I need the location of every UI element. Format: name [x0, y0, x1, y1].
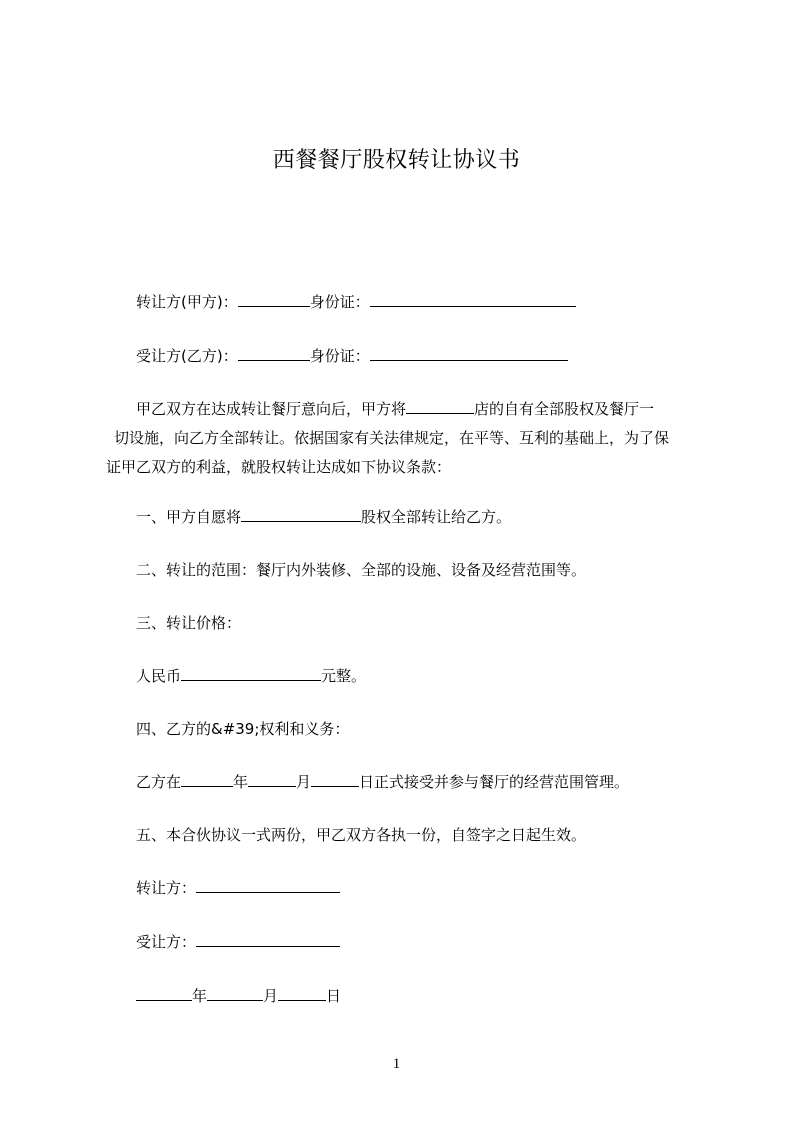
document-title: 西餐餐厅股权转让协议书: [272, 148, 521, 173]
sign-transferee-label: 受让方：: [136, 933, 197, 951]
store-name-blank[interactable]: [406, 398, 474, 414]
transferor-id-label: 身份证：: [309, 293, 370, 311]
clause-5: 五、本合伙协议一式两份，甲乙双方各执一份，自签字之日起生效。: [136, 826, 587, 844]
takeover-day-blank[interactable]: [311, 771, 359, 787]
page-number: 1: [392, 1056, 401, 1072]
transferee-id-label: 身份证：: [309, 347, 370, 365]
intro-text-part1: 甲乙双方在达成转让餐厅意向后，甲方将: [136, 400, 407, 418]
takeover-post: 日正式接受并参与餐厅的经营范围管理。: [359, 773, 630, 791]
takeover-month-blank[interactable]: [248, 771, 296, 787]
intro-text-part2: 店的自有全部股权及餐厅一: [474, 400, 655, 418]
transferor-name-blank[interactable]: [238, 291, 310, 307]
date-day-blank[interactable]: [278, 985, 326, 1001]
date-line: [136, 985, 341, 1006]
clause-2: 二、转让的范围：餐厅内外装修、全部的设施、设备及经营范围等。: [136, 561, 587, 579]
price-pre: 人民币: [136, 667, 182, 685]
sign-transferee-line: [136, 931, 340, 952]
date-year-label: 年: [192, 987, 208, 1005]
transferee-line: [136, 345, 568, 366]
date-day-label: 日: [326, 987, 342, 1005]
clause-1-pre: 一、甲方自愿将: [136, 508, 242, 526]
clause-1: [136, 506, 511, 527]
takeover-month-label: 月: [296, 773, 312, 791]
date-month-label: 月: [263, 987, 279, 1005]
transferee-name-blank[interactable]: [238, 345, 310, 361]
clause-3: 三、转让价格：: [136, 614, 242, 632]
date-month-blank[interactable]: [207, 985, 263, 1001]
sign-transferee-blank[interactable]: [196, 931, 340, 947]
takeover-pre: 乙方在: [136, 773, 182, 791]
transferor-label: 转让方(甲方)：: [136, 293, 238, 311]
clause-4: 四、乙方的&#39;权利和义务：: [136, 720, 350, 738]
price-post: 元整。: [321, 667, 367, 685]
transferee-id-blank[interactable]: [370, 345, 568, 361]
intro-paragraph: [106, 395, 706, 482]
sign-transferor-label: 转让方：: [136, 879, 197, 897]
intro-line-2: 切设施，向乙方全部转让。依据国家有关法律规定，在平等、互利的基础上，为了保: [114, 429, 670, 447]
transferor-line: [136, 291, 576, 312]
takeover-year-blank[interactable]: [181, 771, 233, 787]
date-year-blank[interactable]: [136, 985, 192, 1001]
sign-transferor-blank[interactable]: [196, 877, 340, 893]
clause-1-post: 股权全部转让给乙方。: [361, 508, 512, 526]
transferor-id-blank[interactable]: [370, 291, 576, 307]
intro-line-3: 证甲乙双方的利益，就股权转让达成如下协议条款：: [106, 458, 452, 476]
sign-transferor-line: [136, 877, 340, 898]
transferee-label: 受让方(乙方)：: [136, 347, 238, 365]
takeover-line: [136, 771, 629, 792]
price-amount-blank[interactable]: [181, 665, 321, 681]
equity-blank[interactable]: [241, 506, 361, 522]
price-line: [136, 665, 366, 686]
intro-line-1: [106, 395, 706, 424]
takeover-year-label: 年: [233, 773, 249, 791]
